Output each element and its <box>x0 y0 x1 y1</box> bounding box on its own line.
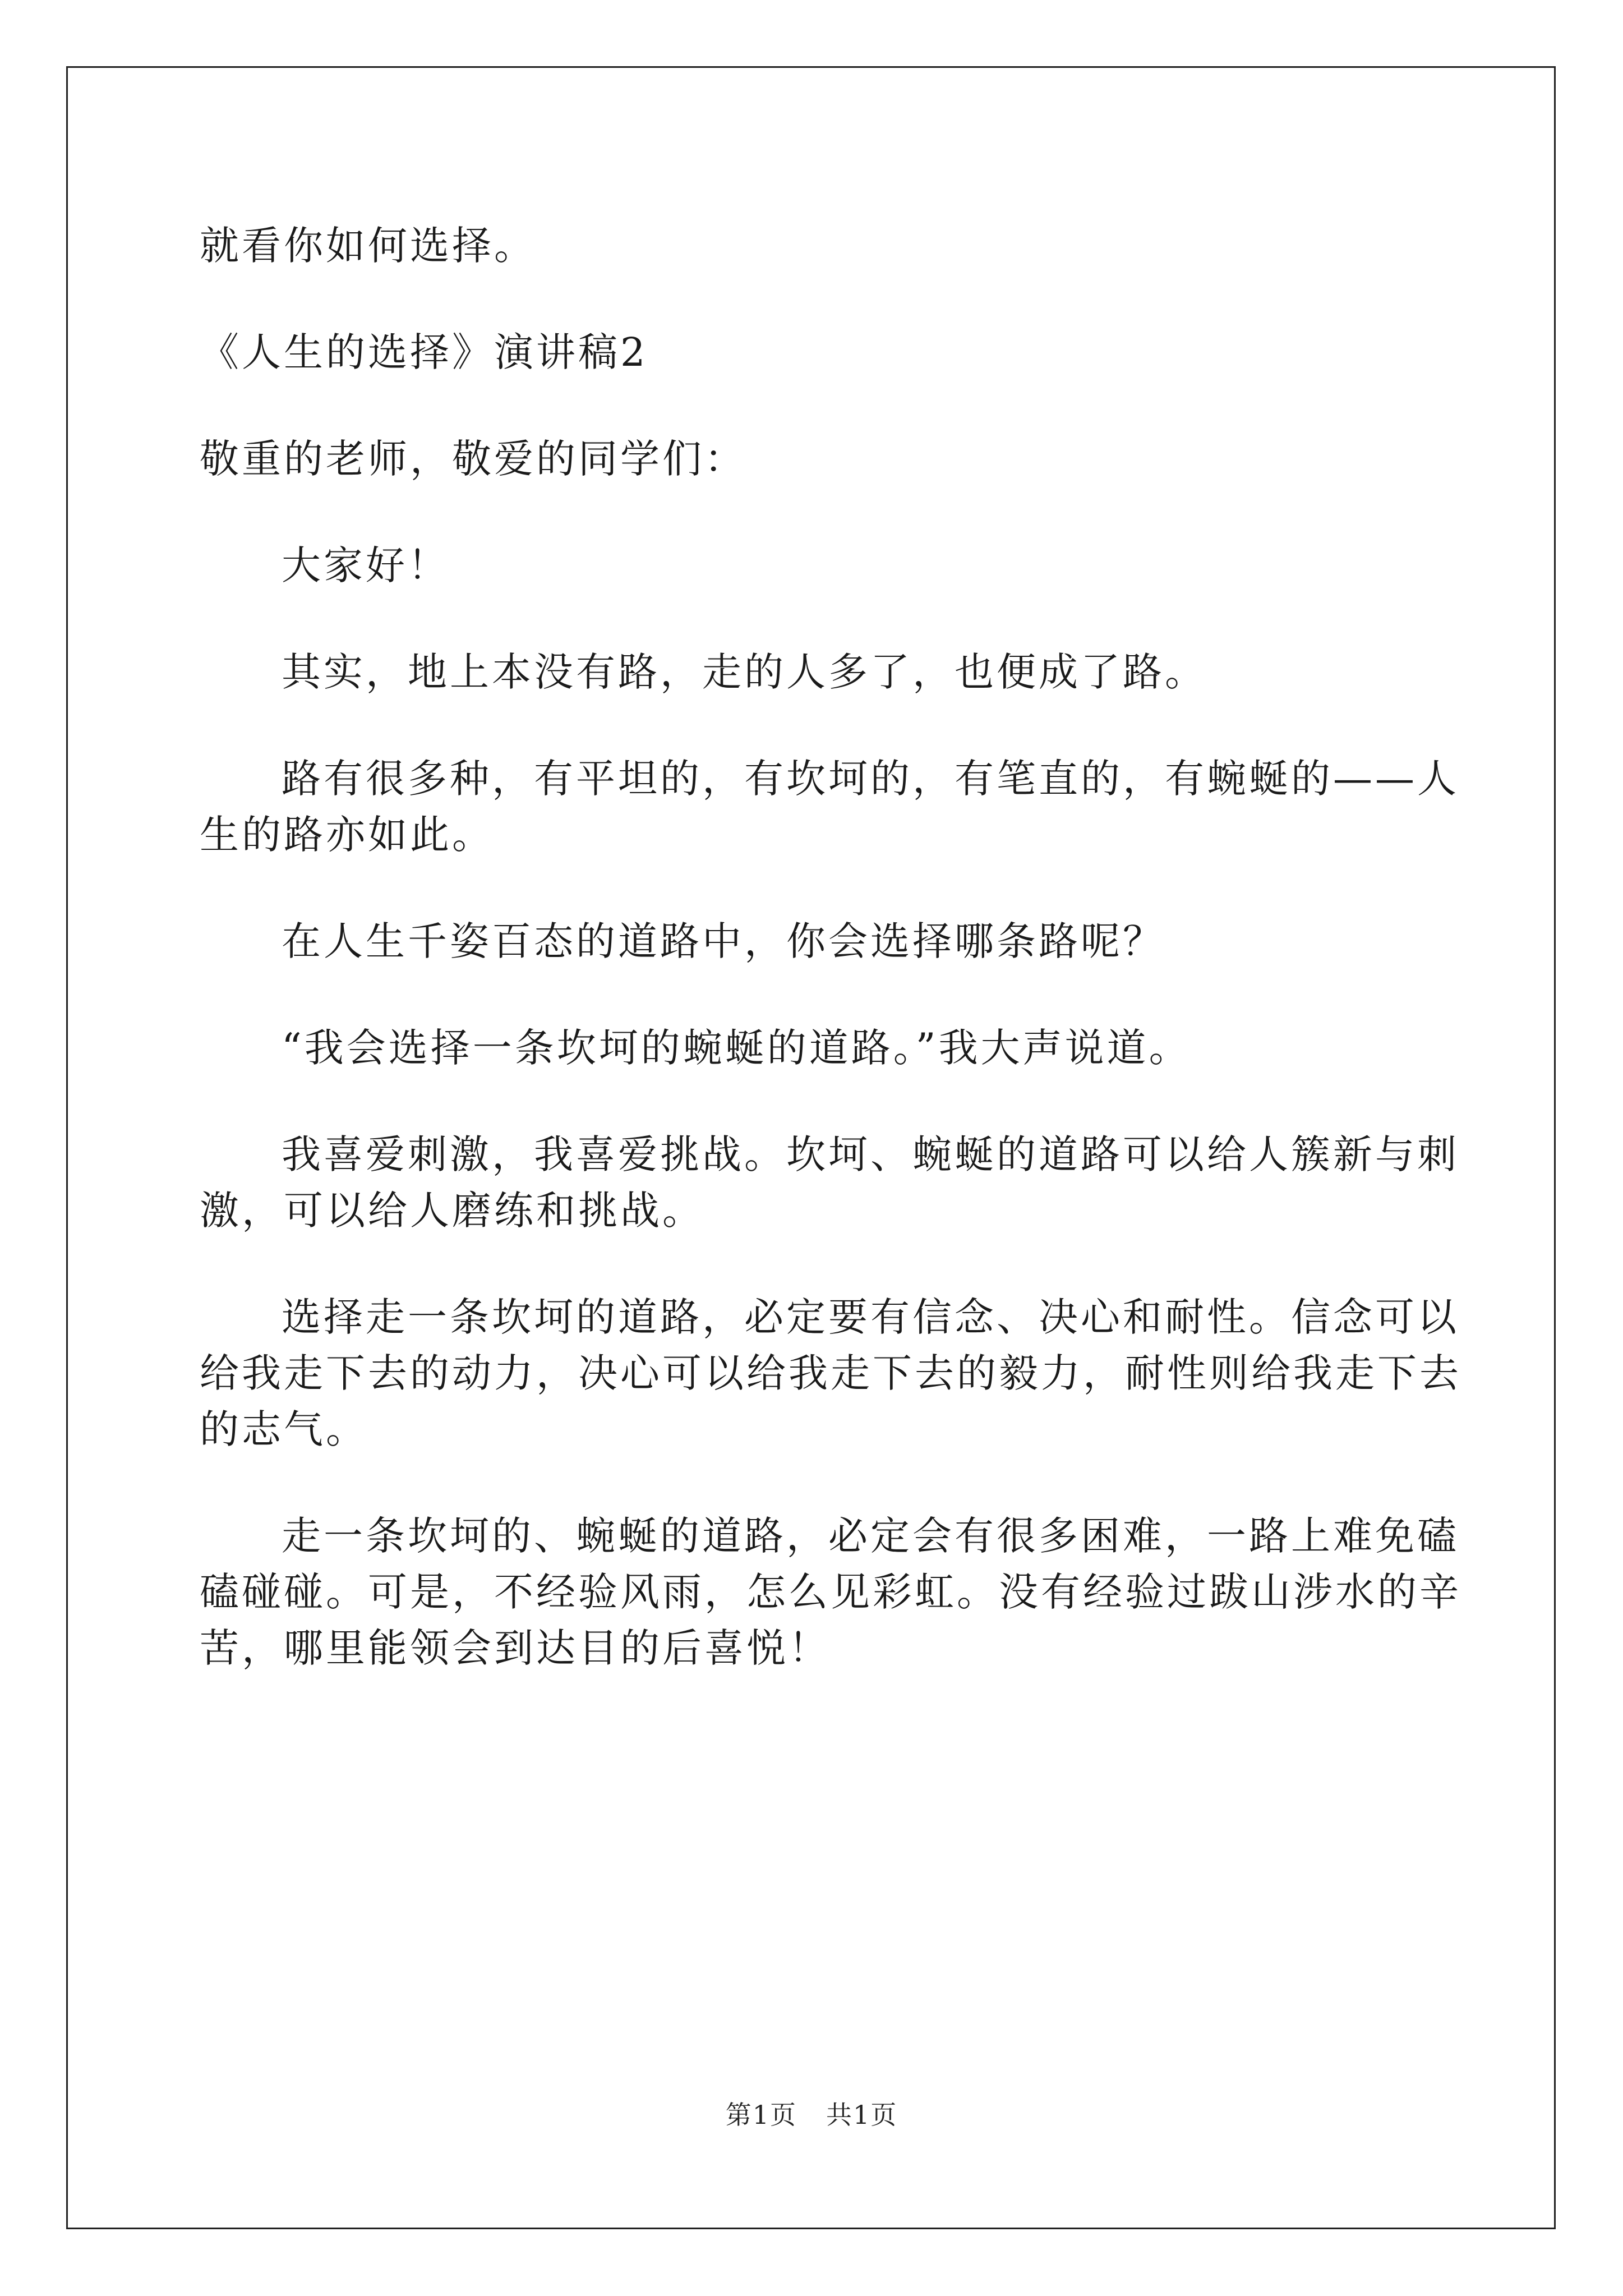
paragraph <box>200 913 1433 969</box>
text-line: 就看你如何选择。 <box>200 223 536 269</box>
text-line: 走一条坎坷的、蜿蜒的道路，必定会有很多困难，一路上难免磕 <box>282 1513 1459 1559</box>
text-line: 在人生千姿百态的道路中，你会选择哪条路呢？ <box>282 918 1165 964</box>
paragraph <box>200 218 1433 274</box>
page-number-total: 共1页 <box>826 2100 898 2130</box>
text-line: 激，可以给人磨练和挑战。 <box>200 1188 704 1234</box>
text-line: 给我走下去的动力，决心可以给我走下去的毅力，耐性则给我走下去 <box>200 1350 1461 1396</box>
text-line: 生的路亦如此。 <box>200 812 494 858</box>
paragraph <box>200 644 1433 700</box>
paragraph <box>200 1020 1433 1076</box>
paragraph <box>200 324 1433 380</box>
paragraph <box>200 1289 1461 1457</box>
page-footer <box>0 2098 1623 2132</box>
text-line: 其实，地上本没有路，走的人多了，也便成了路。 <box>282 649 1207 695</box>
page-number-current: 第1页 <box>725 2100 797 2130</box>
document-body <box>200 218 1461 1727</box>
text-line: 敬重的老师，敬爱的同学们： <box>200 436 746 482</box>
paragraph <box>200 1508 1461 1676</box>
text-line: 大家好！ <box>282 542 450 588</box>
text-line: 《人生的选择》演讲稿2 <box>200 329 648 375</box>
paragraph <box>200 1126 1459 1239</box>
text-line: “我会选择一条坎坷的蜿蜒的道路。”我大声说道。 <box>282 1025 1191 1071</box>
text-line: 选择走一条坎坷的道路，必定要有信念、决心和耐性。信念可以 <box>282 1294 1459 1340</box>
text-line: 的志气。 <box>200 1406 368 1452</box>
text-line: 路有很多种，有平坦的，有坎坷的，有笔直的，有蜿蜒的——人 <box>282 756 1459 802</box>
text-line: 我喜爱刺激，我喜爱挑战。坎坷、蜿蜒的道路可以给人簇新与刺 <box>282 1131 1459 1177</box>
paragraph <box>200 537 1433 593</box>
paragraph <box>200 431 1433 487</box>
text-line: 苦，哪里能领会到达目的后喜悦！ <box>200 1625 831 1671</box>
paragraph <box>200 751 1459 863</box>
text-line: 磕碰碰。可是，不经验风雨，怎么见彩虹。没有经验过跋山涉水的辛 <box>200 1569 1461 1615</box>
